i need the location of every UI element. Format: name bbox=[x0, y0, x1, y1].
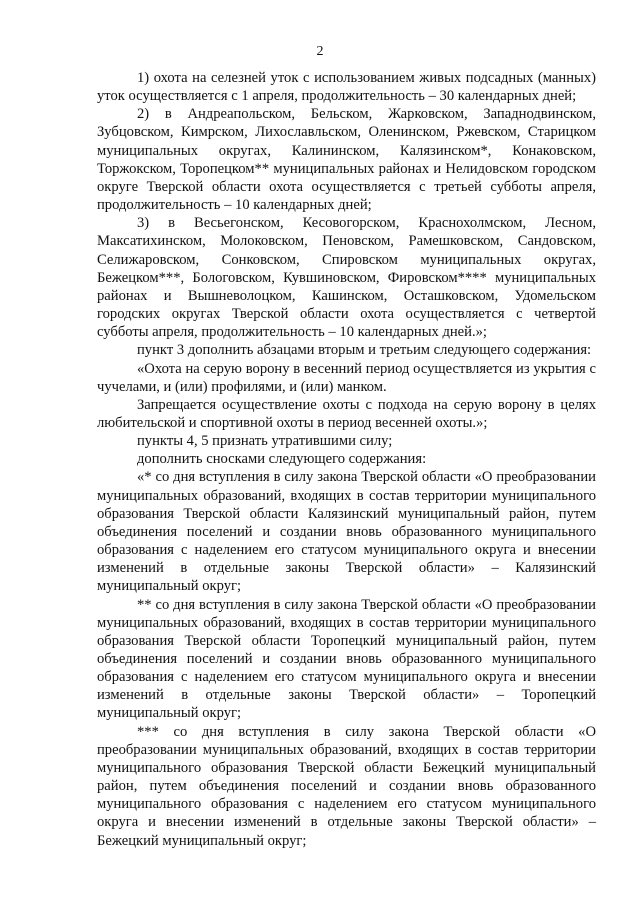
footnote-toropets: ** со дня вступления в силу закона Тверской области «О преобразовании муниципальных образований, входящих в состав территории муниципального образования Тверской области Торопецкий муниципальный район, путем объединения поселений и создании вновь образованного муниципального образования с наделением его статусом муниципального округа и внесении изменений в отдельные законы Тверской области» – Торопецкий муниципальный округ; bbox=[97, 596, 596, 722]
footnote-kalyazin: «* со дня вступления в силу закона Тверской области «О преобразовании муниципальных образований, входящих в состав территории муниципального образования Тверской области Калязинский муниципальный район, путем объединения поселений и создании вновь образованного муниципального образования с наделением его статусом муниципального округа и внесении изменений в отдельные законы Тверской области» – Калязинский муниципальный округ; bbox=[97, 469, 596, 595]
paragraph-fourth-saturday-districts: 3) в Весьегонском, Кесовогорском, Краснохолмском, Лесном, Максатихинском, Молоковском, Пеновском, Рамешковском, Сандовском, Селижаровском, Сонковском, Спировском муниципальных округах, Бежецком***, Бологовском, Кувшиновском, Фировском**** муниципальных районах и Вышневолоцком, Кашинском, Осташковском, Удомельском городских округах Тверской области охота осуществляется с четвертой субботы апреля, продолжительность – 10 календарных дней.»; bbox=[97, 215, 596, 341]
document-body bbox=[97, 69, 596, 850]
footnote-bezhetsk: *** со дня вступления в силу закона Тверской области «О преобразовании муниципальных образований, входящих в состав территории муниципального образования Тверской области Бежецкий муниципальный район, путем объединения поселений и создании вновь образованного муниципального образования с наделением его статусом муниципального округа и внесении изменений в отдельные законы Тверской области» – Бежецкий муниципальный округ; bbox=[97, 723, 596, 849]
paragraph-amend-point-3: пункт 3 дополнить абзацами вторым и третьим следующего содержания: bbox=[137, 342, 592, 359]
paragraph-hunting-drakes: 1) охота на селезней уток с использованием живых подсадных (манных) уток осуществляется с 1 апреля, продолжительность – 30 календарных дней; bbox=[97, 70, 596, 105]
paragraph-add-footnotes: дополнить сносками следующего содержания: bbox=[137, 451, 427, 468]
page-number: 2 bbox=[316, 44, 324, 59]
paragraph-third-saturday-districts: 2) в Андреапольском, Бельском, Жарковском, Западнодвинском, Зубцовском, Кимрском, Лихославльском, Оленинском, Ржевском, Старицком муниципальных округах, Калининском, Калязинском*, Конаковском, Торжокском, Торопецком** муниципальных районах и Нелидовском городском округе Тверской области охота осуществляется с третьей субботы апреля, продолжительность – 10 календарных дней; bbox=[97, 106, 596, 214]
paragraph-crow-hunting-prohibition: Запрещается осуществление охоты с подхода на серую ворону в целях любительской и спортивной охоты в период весенней охоты.»; bbox=[97, 396, 596, 431]
paragraph-repeal-points: пункты 4, 5 признать утратившими силу; bbox=[137, 433, 393, 450]
paragraph-crow-hunting-method: «Охота на серую ворону в весенний период осуществляется из укрытия с чучелами, и (или) профилями, и (или) манком. bbox=[97, 360, 596, 395]
